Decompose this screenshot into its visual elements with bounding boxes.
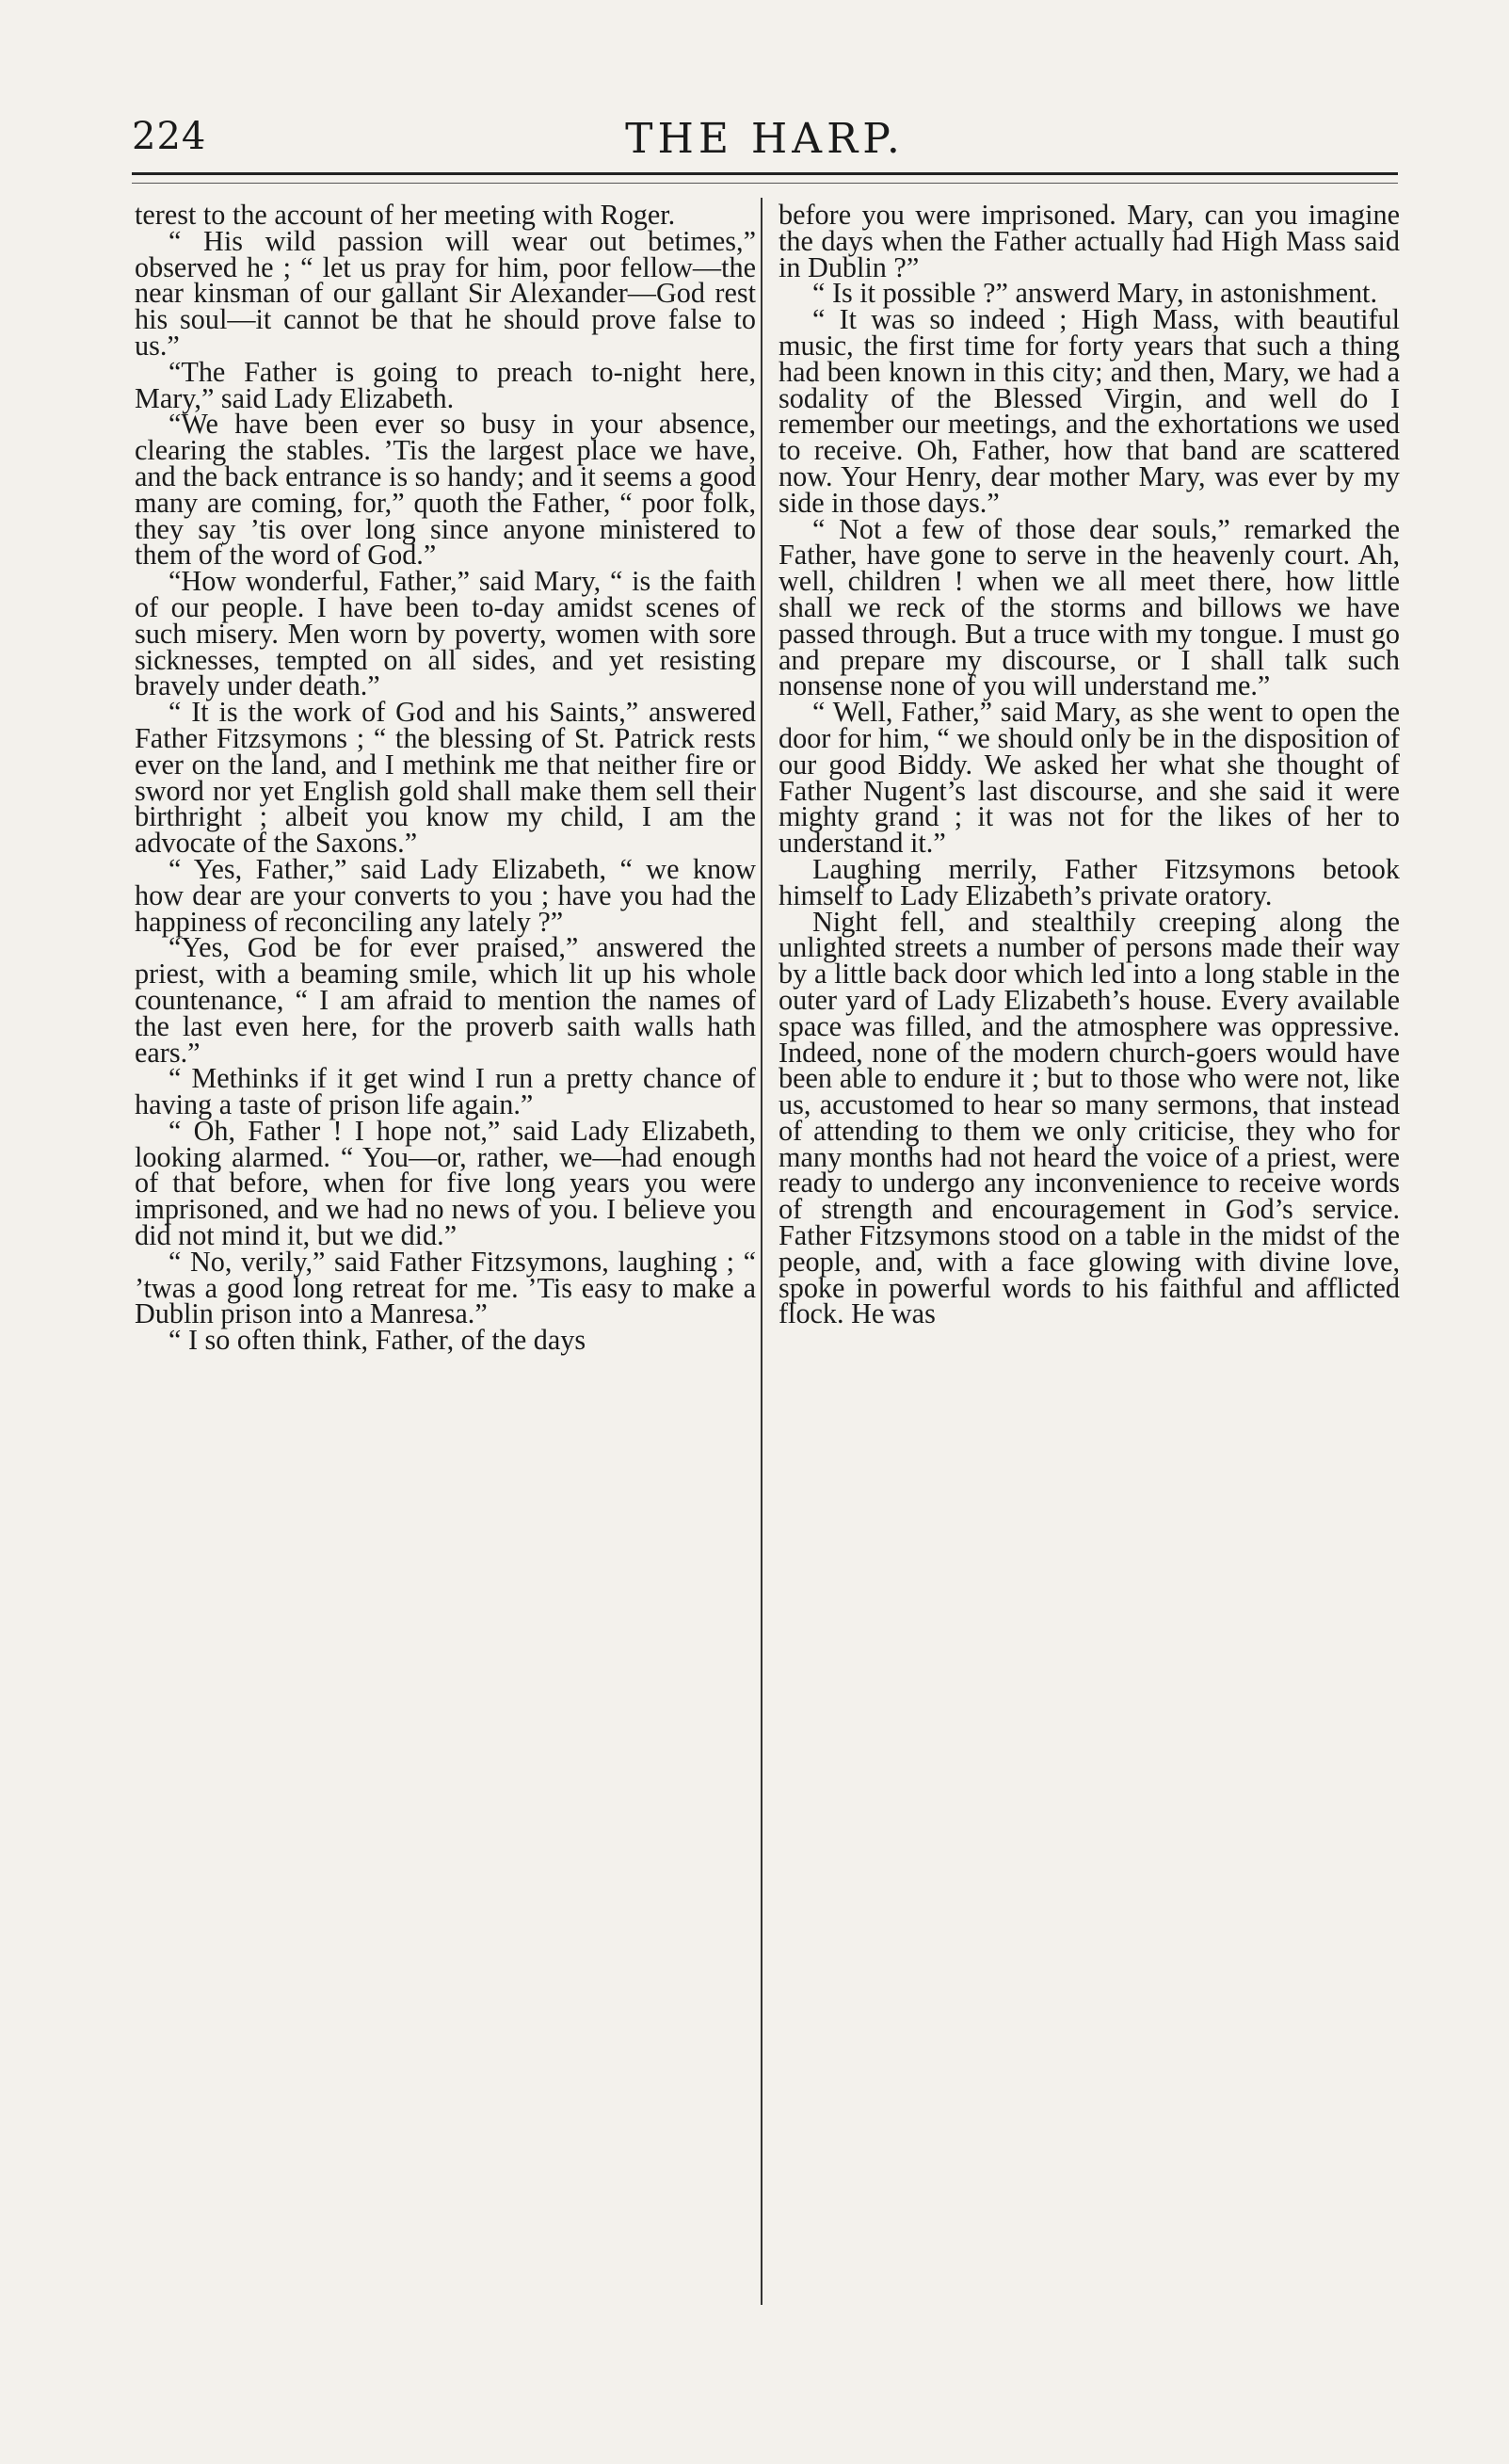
paragraph: “We have been ever so busy in your absence, clearing the stables. ’Tis the largest place we have, and the back entrance is so handy; and it seems a good many are coming, for,” quoth the Father, “ poor folk, they say ’tis over long since anyone ministered to them of the word of God.”	[135, 408, 756, 572]
paragraph: Night fell, and stealthily creeping along the unlighted streets a number of persons made their way by a little back door which led into a long stable in the outer yard of Lady Elizabeth’s house. Every available space was filled, and the atmosphere was oppressive. Indeed, none of the modern church-goers would have been able to endure it ; but to those who were not, like us, accustomed to hear so many sermons, that instead of attending to them we only criticise, they who for many months had not heard the voice of a priest, were ready to undergo any inconvenience to receive words of strength and encouragement in God’s service. Father Fitzsymons stood on a table in the midst of the people, and, with a face glowing with divine love, spoke in powerful words to his faithful and afflicted flock. He was	[779, 905, 1400, 1330]
paragraph: “ No, verily,” said Father Fitzsymons, laughing ; “ ’twas a good long retreat for me. ’Tis easy to make a Dublin prison into a Manresa.”	[135, 1245, 756, 1330]
paragraph: terest to the account of her meeting with Roger.	[135, 199, 676, 231]
paragraph: “The Father is going to preach to-night here, Mary,” said Lady Elizabeth.	[135, 355, 756, 414]
paragraph: “ It was so indeed ; High Mass, with beautiful music, the first time for forty years that such a thing had been known in this city; and then, Mary, we had a sodality of the Blessed Virgin, and well do I remember our meetings, and the exhortations we used to receive. Oh, Father, how that band are scattered now. Your Henry, dear mother Mary, was ever by my side in those days.”	[779, 303, 1400, 519]
right-column	[779, 199, 1400, 1330]
page-number: 224	[132, 115, 207, 158]
paragraph: “ Oh, Father ! I hope not,” said Lady Elizabeth, looking alarmed. “ You—or, rather, we—had enough of that before, when for five long years you were imprisoned, and we had no news of you. I believe you did not mind it, but we did.”	[135, 1114, 756, 1252]
running-title: THE HARP.	[625, 115, 905, 163]
column-divider	[761, 198, 763, 2305]
paragraph: “ Is it possible ?” answerd Mary, in astonishment.	[812, 277, 1377, 310]
paragraph: “ Not a few of those dear souls,” remarked the Father, have gone to serve in the heavenly court. Ah, well, children ! when we all meet there, how little shall we reck of the storms and billows we have passed through. But a truce with my tongue. I must go and prepare my discourse, or I shall talk such nonsense none of you will understand me.”	[779, 512, 1400, 702]
header-rule-thin	[132, 183, 1398, 184]
paragraph: “Yes, God be for ever praised,” answered the priest, with a beaming smile, which lit up his whole countenance, “ I am afraid to mention the names of the last even here, for the proverb saith walls hath ears.”	[135, 931, 756, 1069]
left-column	[135, 199, 756, 1357]
paragraph: “ It is the work of God and his Saints,” answered Father Fitzsymons ; “ the blessing of St. Patrick rests ever on the land, and I methink me that neither fire or sword nor yet English gold shall make them sell their birthright ; albeit you know my child, I am the advocate of the Saxons.”	[135, 696, 756, 860]
header-rule-thick	[132, 172, 1398, 175]
page-header	[132, 115, 1398, 171]
paragraph: Laughing merrily, Father Fitzsymons betook himself to Lady Elizabeth’s private oratory.	[779, 852, 1400, 911]
paragraph: “ I so often think, Father, of the days	[169, 1324, 586, 1357]
paragraph: “How wonderful, Father,” said Mary, “ is the faith of our people. I have been to-day amidst scenes of such misery. Men worn by poverty, women with sore sicknesses, tempted on all sides, and yet resisting bravely under death.”	[135, 565, 756, 702]
paragraph: “ Methinks if it get wind I run a pretty chance of having a taste of prison life again.”	[135, 1062, 756, 1121]
paragraph: “ His wild passion will wear out betimes,” observed he ; “ let us pray for him, poor fellow—the near kinsman of our gallant Sir Alexander—God rest his soul—it cannot be that he should prove false to us.”	[135, 224, 756, 362]
paragraph: “ Yes, Father,” said Lady Elizabeth, “ we know how dear are your converts to you ; have you had the happiness of reconciling any lately ?”	[135, 852, 756, 938]
paragraph: “ Well, Father,” said Mary, as she went to open the door for him, “ we should only be in the disposition of our good Biddy. We asked her what she thought of Father Nugent’s last discourse, and she said it were mighty grand ; it was not for the likes of her to understand it.”	[779, 696, 1400, 860]
paragraph: before you were imprisoned. Mary, can you imagine the days when the Father actually had High Mass said in Dublin ?”	[779, 199, 1400, 283]
